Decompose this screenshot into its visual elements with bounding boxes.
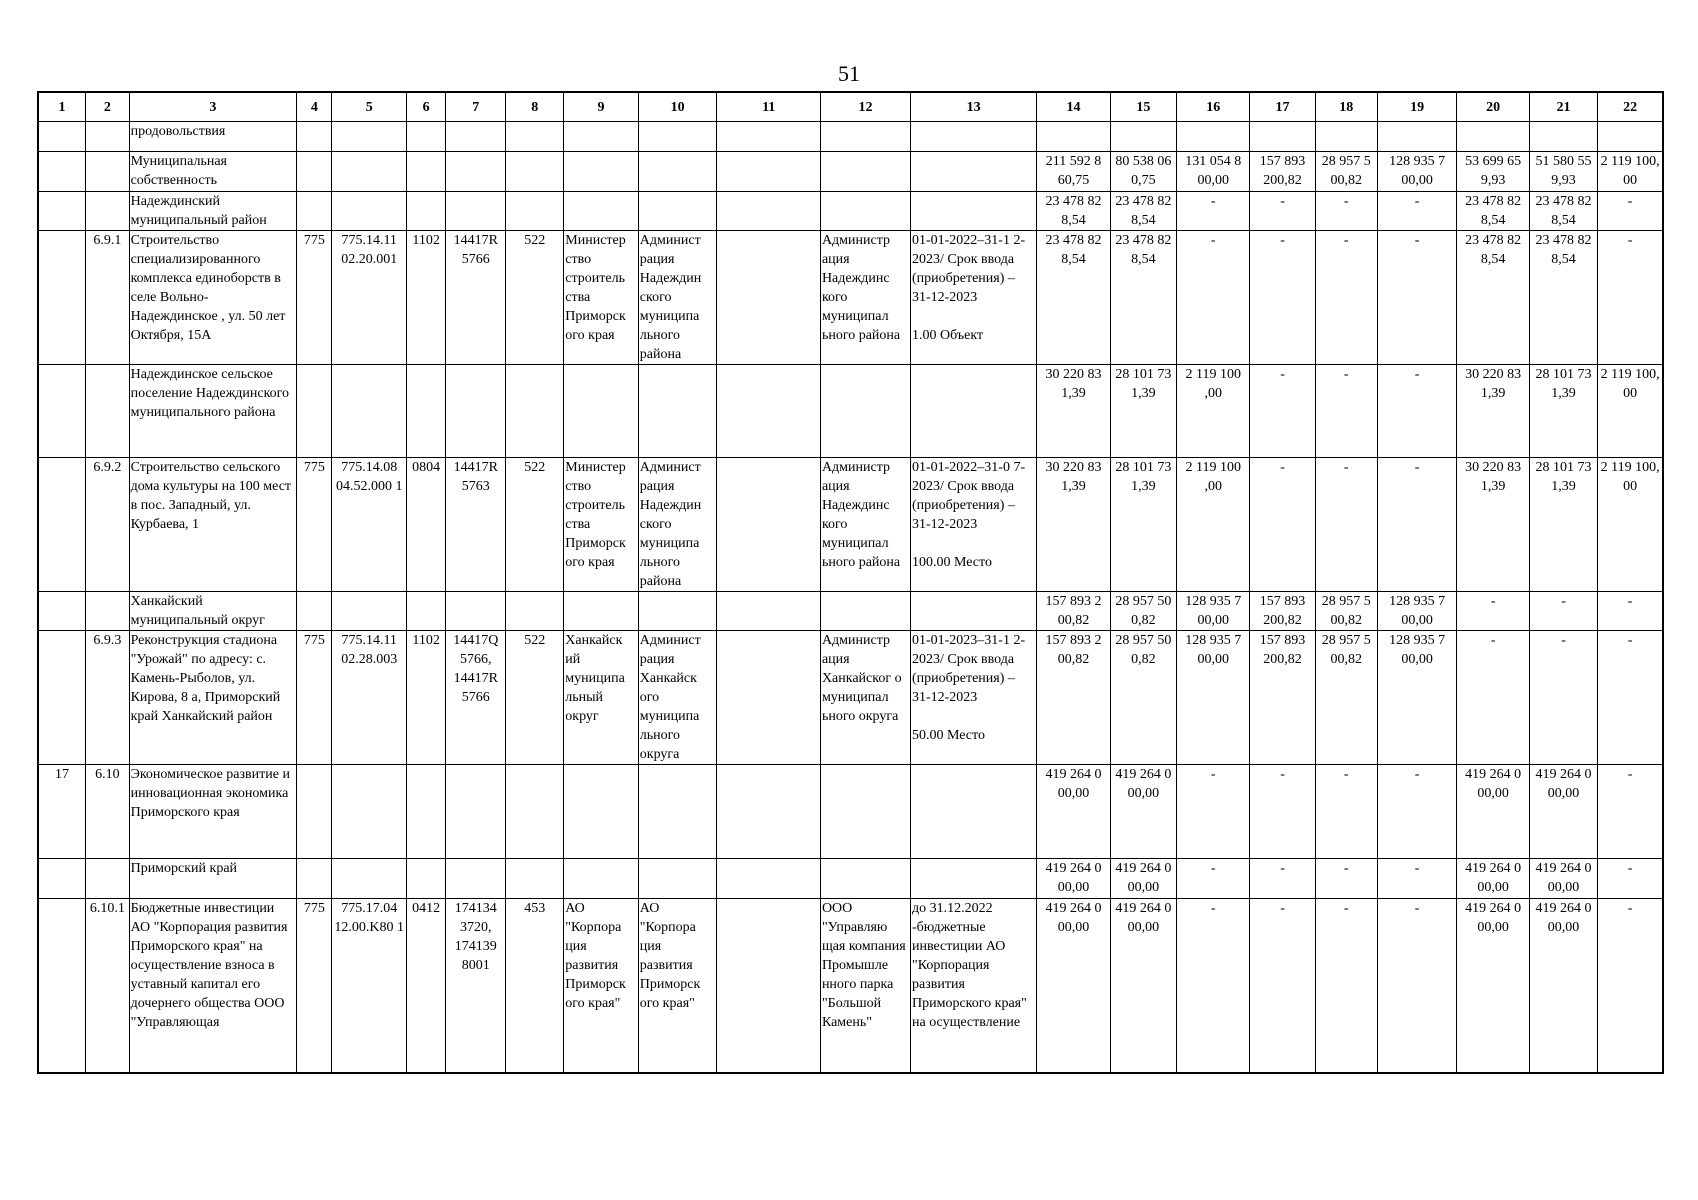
table-cell — [1250, 122, 1315, 152]
table-cell — [332, 592, 407, 631]
table-cell — [1529, 122, 1597, 152]
table-cell — [38, 192, 86, 231]
table-cell: ООО "Управляю щая компания Промышле нного парка "Большой Камень" — [820, 899, 910, 1073]
table-cell — [820, 765, 910, 859]
table-cell: Ханкайский муниципальный округ — [129, 592, 297, 631]
table-cell: 775.17.04 12.00.K80 1 — [332, 899, 407, 1073]
table-cell: - — [1250, 859, 1315, 899]
table-cell: 128 935 7 00,00 — [1176, 592, 1249, 631]
column-header: 7 — [446, 92, 506, 122]
table-cell: 30 220 83 1,39 — [1037, 458, 1110, 592]
table-cell: 28 101 73 1,39 — [1529, 365, 1597, 458]
table-cell: - — [1250, 458, 1315, 592]
table-cell: - — [1377, 859, 1457, 899]
table-cell: 453 — [506, 899, 564, 1073]
table-cell — [820, 152, 910, 192]
table-row — [38, 122, 1663, 152]
table-cell: 01-01-2022–31-1 2-2023/ Срок ввода (приобретения) – 31-12-2023 1.00 Объект — [910, 231, 1036, 365]
table-cell: 775.14.11 02.20.001 — [332, 231, 407, 365]
table-cell — [506, 365, 564, 458]
table-cell: Админист рация Надеждин ского муниципа льного района — [638, 458, 717, 592]
table-cell — [506, 859, 564, 899]
table-cell: - — [1250, 765, 1315, 859]
table-cell: - — [1598, 899, 1663, 1073]
table-cell: - — [1176, 231, 1249, 365]
table-cell: - — [1598, 592, 1663, 631]
budget-table — [37, 91, 1664, 1074]
table-cell — [820, 365, 910, 458]
table-cell — [38, 365, 86, 458]
table-cell — [297, 592, 332, 631]
table-cell — [717, 365, 821, 458]
column-header: 2 — [86, 92, 129, 122]
table-cell — [332, 122, 407, 152]
table-cell — [38, 122, 86, 152]
table-cell — [38, 631, 86, 765]
table-cell: 23 478 82 8,54 — [1457, 192, 1529, 231]
table-cell — [446, 765, 506, 859]
table-cell: - — [1598, 231, 1663, 365]
table-cell: 157 893 200,82 — [1250, 152, 1315, 192]
table-cell: - — [1457, 592, 1529, 631]
table-cell — [332, 192, 407, 231]
table-cell: - — [1315, 231, 1377, 365]
table-cell — [1110, 122, 1176, 152]
table-cell: 419 264 0 00,00 — [1457, 899, 1529, 1073]
table-cell: 2 119 100 ,00 — [1176, 458, 1249, 592]
table-cell: - — [1250, 231, 1315, 365]
table-cell — [717, 152, 821, 192]
table-cell — [564, 192, 639, 231]
column-header: 9 — [564, 92, 639, 122]
table-cell: 1102 — [406, 631, 445, 765]
column-header: 4 — [297, 92, 332, 122]
table-cell — [332, 859, 407, 899]
column-header: 20 — [1457, 92, 1529, 122]
table-cell: 2 119 100, 00 — [1598, 365, 1663, 458]
table-cell: 174134 3720, 174139 8001 — [446, 899, 506, 1073]
table-cell: 775.14.08 04.52.000 1 — [332, 458, 407, 592]
table-row — [38, 152, 1663, 192]
table-cell: 28 957 5 00,82 — [1315, 152, 1377, 192]
table-cell — [446, 122, 506, 152]
table-cell: 53 699 65 9,93 — [1457, 152, 1529, 192]
table-cell — [717, 899, 821, 1073]
table-cell: 128 935 7 00,00 — [1377, 592, 1457, 631]
table-cell — [406, 152, 445, 192]
table-cell: 6.9.1 — [86, 231, 129, 365]
table-cell: 28 101 73 1,39 — [1529, 458, 1597, 592]
table-cell: Реконструкция стадиона "Урожай" по адресу: с. Камень-Рыболов, ул. Кирова, 8 а, Приморский край Ханкайский район — [129, 631, 297, 765]
table-cell: - — [1529, 592, 1597, 631]
table-cell — [86, 592, 129, 631]
table-cell: 01-01-2022–31-0 7-2023/ Срок ввода (приобретения) – 31-12-2023 100.00 Место — [910, 458, 1036, 592]
table-cell: - — [1598, 859, 1663, 899]
column-header: 11 — [717, 92, 821, 122]
table-cell: - — [1377, 899, 1457, 1073]
table-cell: - — [1250, 899, 1315, 1073]
table-row — [38, 231, 1663, 365]
table-cell: - — [1377, 192, 1457, 231]
table-cell — [910, 192, 1036, 231]
table-cell — [1176, 122, 1249, 152]
table-cell: 128 935 7 00,00 — [1377, 152, 1457, 192]
table-cell: 419 264 0 00,00 — [1110, 765, 1176, 859]
table-cell: 157 893 2 00,82 — [1037, 631, 1110, 765]
table-cell: - — [1377, 765, 1457, 859]
table-cell: 23 478 82 8,54 — [1110, 192, 1176, 231]
table-cell — [564, 152, 639, 192]
table-cell: 28 101 73 1,39 — [1110, 365, 1176, 458]
table-cell: 419 264 0 00,00 — [1457, 765, 1529, 859]
table-cell — [717, 631, 821, 765]
table-cell: Админист рация Ханкайск ого муниципа льного округа — [638, 631, 717, 765]
table-cell — [446, 192, 506, 231]
table-cell — [446, 152, 506, 192]
column-header: 1 — [38, 92, 86, 122]
table-cell — [38, 592, 86, 631]
table-cell: - — [1315, 458, 1377, 592]
table-cell: 17 — [38, 765, 86, 859]
table-cell: 2 119 100 ,00 — [1176, 365, 1249, 458]
table-cell — [38, 859, 86, 899]
column-header: 21 — [1529, 92, 1597, 122]
table-cell: Экономическое развитие и инновационная экономика Приморского края — [129, 765, 297, 859]
table-cell: 28 101 73 1,39 — [1110, 458, 1176, 592]
table-cell — [638, 192, 717, 231]
table-cell: 775 — [297, 458, 332, 592]
table-cell: 157 893 2 00,82 — [1037, 592, 1110, 631]
table-cell: 419 264 0 00,00 — [1037, 765, 1110, 859]
table-cell: 419 264 0 00,00 — [1110, 859, 1176, 899]
table-cell — [86, 365, 129, 458]
table-cell — [1315, 122, 1377, 152]
table-cell: 419 264 0 00,00 — [1457, 859, 1529, 899]
table-cell: 128 935 7 00,00 — [1377, 631, 1457, 765]
table-cell: - — [1176, 859, 1249, 899]
table-cell: - — [1315, 765, 1377, 859]
column-header: 15 — [1110, 92, 1176, 122]
table-cell: Строительство специализированного комплекса единоборств в селе Вольно-Надеждинское , ул. 50 лет Октября, 15А — [129, 231, 297, 365]
table-cell: 211 592 8 60,75 — [1037, 152, 1110, 192]
table-row — [38, 192, 1663, 231]
table-cell — [717, 592, 821, 631]
table-cell — [564, 592, 639, 631]
table-cell — [506, 592, 564, 631]
table-cell: Министер ство строитель ства Приморск ого края — [564, 458, 639, 592]
table-cell: АО "Корпора ция развития Приморск ого края" — [564, 899, 639, 1073]
table-cell: - — [1529, 631, 1597, 765]
column-header: 17 — [1250, 92, 1315, 122]
column-header: 5 — [332, 92, 407, 122]
table-cell — [910, 859, 1036, 899]
column-header: 14 — [1037, 92, 1110, 122]
table-cell: 23 478 82 8,54 — [1529, 231, 1597, 365]
column-header: 8 — [506, 92, 564, 122]
table-cell: 23 478 82 8,54 — [1457, 231, 1529, 365]
table-cell: 01-01-2023–31-1 2-2023/ Срок ввода (приобретения) – 31-12-2023 50.00 Место — [910, 631, 1036, 765]
table-cell: Администр ация Надеждинс кого муниципал ьного района — [820, 231, 910, 365]
table-row — [38, 765, 1663, 859]
table-cell — [638, 765, 717, 859]
table-cell — [86, 859, 129, 899]
header-row — [38, 92, 1663, 122]
table-cell — [717, 458, 821, 592]
table-cell: 28 957 5 00,82 — [1315, 631, 1377, 765]
table-cell: Админист рация Надеждин ского муниципа льного района — [638, 231, 717, 365]
table-cell: 51 580 55 9,93 — [1529, 152, 1597, 192]
table-cell: - — [1250, 365, 1315, 458]
table-cell — [638, 365, 717, 458]
table-cell — [910, 592, 1036, 631]
table-cell — [717, 122, 821, 152]
table-cell — [38, 231, 86, 365]
table-cell — [332, 765, 407, 859]
table-cell — [1377, 122, 1457, 152]
table-body — [38, 92, 1663, 1073]
table-cell: Министер ство строитель ства Приморск ого края — [564, 231, 639, 365]
table-cell — [910, 765, 1036, 859]
table-cell: - — [1315, 192, 1377, 231]
table-cell: 30 220 83 1,39 — [1457, 365, 1529, 458]
table-cell — [332, 365, 407, 458]
table-cell: 522 — [506, 231, 564, 365]
table-cell: 6.9.3 — [86, 631, 129, 765]
table-cell: - — [1598, 192, 1663, 231]
table-cell: 2 119 100, 00 — [1598, 458, 1663, 592]
table-cell: 775.14.11 02.28.003 — [332, 631, 407, 765]
table-cell: 131 054 8 00,00 — [1176, 152, 1249, 192]
table-cell: Администр ация Ханкайског о муниципал ьного округа — [820, 631, 910, 765]
table-cell — [38, 899, 86, 1073]
table-cell: продовольствия — [129, 122, 297, 152]
table-cell: Надеждинское сельское поселение Надеждинского муниципального района — [129, 365, 297, 458]
table-cell — [406, 365, 445, 458]
table-row — [38, 631, 1663, 765]
table-row — [38, 458, 1663, 592]
table-cell: - — [1377, 458, 1457, 592]
table-cell: 30 220 83 1,39 — [1037, 365, 1110, 458]
table-cell — [332, 152, 407, 192]
table-cell: АО "Корпора ция развития Приморск ого края" — [638, 899, 717, 1073]
table-cell — [717, 231, 821, 365]
table-cell: - — [1598, 765, 1663, 859]
table-cell: - — [1377, 231, 1457, 365]
table-cell: - — [1457, 631, 1529, 765]
column-header: 22 — [1598, 92, 1663, 122]
table-cell: 6.10.1 — [86, 899, 129, 1073]
table-cell — [564, 859, 639, 899]
table-cell — [297, 765, 332, 859]
table-cell: 30 220 83 1,39 — [1457, 458, 1529, 592]
table-cell: 28 957 50 0,82 — [1110, 592, 1176, 631]
table-cell: 23 478 82 8,54 — [1037, 231, 1110, 365]
table-cell: Ханкайск ий муниципа льный округ — [564, 631, 639, 765]
table-cell: 419 264 0 00,00 — [1529, 859, 1597, 899]
column-header: 3 — [129, 92, 297, 122]
table-cell: - — [1250, 192, 1315, 231]
table-cell — [406, 765, 445, 859]
table-cell — [638, 152, 717, 192]
table-cell — [297, 152, 332, 192]
table-cell — [446, 592, 506, 631]
table-cell — [446, 365, 506, 458]
table-cell — [717, 765, 821, 859]
table-cell: 1102 — [406, 231, 445, 365]
table-cell — [297, 859, 332, 899]
column-header: 13 — [910, 92, 1036, 122]
table-cell: 23 478 82 8,54 — [1529, 192, 1597, 231]
page-number: 51 — [838, 61, 860, 86]
table-cell — [86, 122, 129, 152]
table-cell: 419 264 0 00,00 — [1110, 899, 1176, 1073]
table-cell: 2 119 100, 00 — [1598, 152, 1663, 192]
table-cell: 0804 — [406, 458, 445, 592]
table-cell: 14417R 5763 — [446, 458, 506, 592]
table-cell — [406, 592, 445, 631]
table-cell — [506, 122, 564, 152]
table-cell — [820, 592, 910, 631]
column-header: 10 — [638, 92, 717, 122]
table-cell — [638, 859, 717, 899]
table-cell: 419 264 0 00,00 — [1037, 859, 1110, 899]
table-cell — [38, 458, 86, 592]
table-cell — [406, 859, 445, 899]
table-cell — [1037, 122, 1110, 152]
table-cell — [297, 192, 332, 231]
table-cell: - — [1315, 365, 1377, 458]
table-cell: Бюджетные инвестиции АО "Корпорация развития Приморского края" на осуществление взноса в уставный капитал его дочернего общества ООО "Управляющая — [129, 899, 297, 1073]
table-cell: 522 — [506, 631, 564, 765]
table-cell: - — [1176, 192, 1249, 231]
table-cell: 14417Q 5766, 14417R 5766 — [446, 631, 506, 765]
table-cell — [910, 365, 1036, 458]
column-header: 19 — [1377, 92, 1457, 122]
table-cell: 157 893 200,82 — [1250, 631, 1315, 765]
table-cell — [506, 765, 564, 859]
table-cell: Строительство сельского дома культуры на 100 мест в пос. Западный, ул. Курбаева, 1 — [129, 458, 297, 592]
table-cell: 775 — [297, 231, 332, 365]
table-cell: 6.9.2 — [86, 458, 129, 592]
table-cell — [406, 192, 445, 231]
table-cell — [38, 152, 86, 192]
table-cell: - — [1598, 631, 1663, 765]
table-cell: - — [1315, 859, 1377, 899]
table-cell: - — [1176, 899, 1249, 1073]
table-cell: 522 — [506, 458, 564, 592]
table-cell — [910, 122, 1036, 152]
column-header: 6 — [406, 92, 445, 122]
table-cell — [506, 192, 564, 231]
table-cell: - — [1377, 365, 1457, 458]
table-cell — [717, 859, 821, 899]
table-cell: 23 478 82 8,54 — [1110, 231, 1176, 365]
table-row — [38, 899, 1663, 1073]
table-row — [38, 859, 1663, 899]
table-cell: 775 — [297, 631, 332, 765]
table-cell — [638, 122, 717, 152]
table-cell: 28 957 50 0,82 — [1110, 631, 1176, 765]
table-cell — [717, 192, 821, 231]
table-row — [38, 365, 1663, 458]
column-header: 16 — [1176, 92, 1249, 122]
table-cell — [564, 365, 639, 458]
table-cell — [297, 365, 332, 458]
table-cell: - — [1315, 899, 1377, 1073]
table-cell — [820, 192, 910, 231]
table-cell: 128 935 7 00,00 — [1176, 631, 1249, 765]
table-cell: 157 893 200,82 — [1250, 592, 1315, 631]
column-header: 12 — [820, 92, 910, 122]
column-header: 18 — [1315, 92, 1377, 122]
table-cell — [1457, 122, 1529, 152]
table-cell — [86, 192, 129, 231]
table-cell — [1598, 122, 1663, 152]
table-cell — [406, 122, 445, 152]
table-cell — [446, 859, 506, 899]
table-cell: - — [1176, 765, 1249, 859]
table-cell: 419 264 0 00,00 — [1037, 899, 1110, 1073]
table-cell — [86, 152, 129, 192]
table-cell — [820, 859, 910, 899]
table-cell: 419 264 0 00,00 — [1529, 765, 1597, 859]
table-cell: Муниципальная собственность — [129, 152, 297, 192]
table-cell: 775 — [297, 899, 332, 1073]
table-cell: 23 478 82 8,54 — [1037, 192, 1110, 231]
table-cell: 14417R 5766 — [446, 231, 506, 365]
table-cell: 28 957 5 00,82 — [1315, 592, 1377, 631]
table-cell — [820, 122, 910, 152]
table-cell — [506, 152, 564, 192]
table-cell: Администр ация Надеждинс кого муниципал ьного района — [820, 458, 910, 592]
table-cell: Надеждинский муниципальный район — [129, 192, 297, 231]
table-cell — [564, 765, 639, 859]
table-cell — [638, 592, 717, 631]
table-row — [38, 592, 1663, 631]
table-cell: 6.10 — [86, 765, 129, 859]
table-cell — [297, 122, 332, 152]
table-cell — [564, 122, 639, 152]
table-cell: Приморский край — [129, 859, 297, 899]
table-cell: до 31.12.2022 -бюджетные инвестиции АО "Корпорация развития Приморского края" на осуществление — [910, 899, 1036, 1073]
table-cell: 419 264 0 00,00 — [1529, 899, 1597, 1073]
table-cell — [910, 152, 1036, 192]
table-cell: 0412 — [406, 899, 445, 1073]
table-cell: 80 538 06 0,75 — [1110, 152, 1176, 192]
